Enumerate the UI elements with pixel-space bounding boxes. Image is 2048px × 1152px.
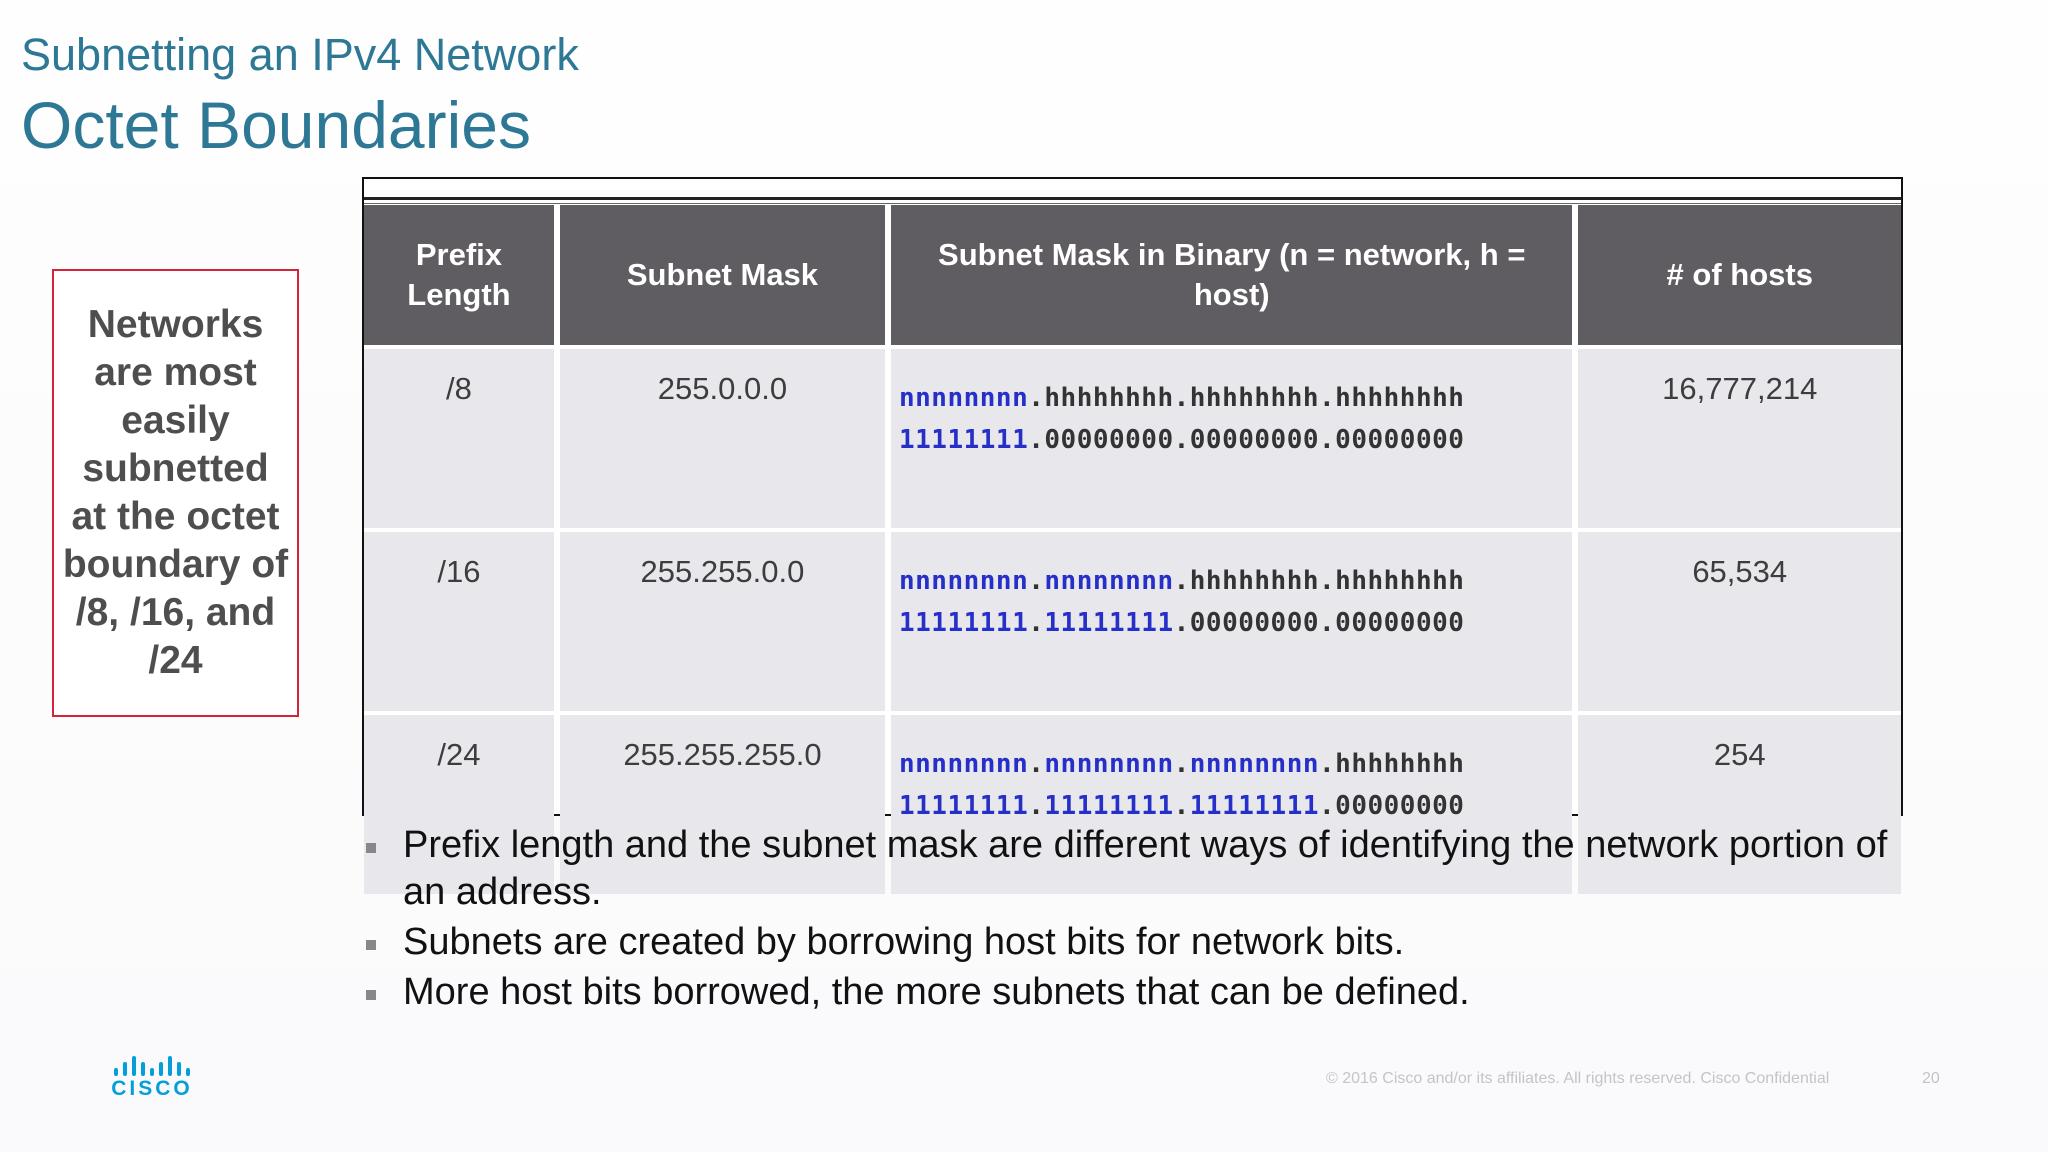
bullet-text: More host bits borrowed, the more subnets that can be defined.: [403, 971, 1470, 1013]
octet: hhhhhhhh: [1335, 749, 1465, 779]
bullet-list: [366, 822, 1926, 1019]
table-row: [364, 349, 1901, 528]
bullet-text: Subnets are created by borrowing host bits for network bits.: [403, 921, 1405, 963]
slide-title: Octet Boundaries: [21, 88, 531, 162]
octet: nnnnnnnn: [1189, 749, 1320, 779]
subnet-table: [358, 201, 1907, 898]
cell-binary: [891, 532, 1572, 711]
cisco-logo: [110, 1056, 194, 1098]
binary-notation-line: nnnnnnnn.nnnnnnnn.hhhhhhhh.hhhhhhhh: [899, 566, 1465, 596]
octet: 00000000: [1335, 425, 1465, 455]
cell-mask: 255.255.255.0: [560, 715, 885, 894]
cell-prefix: /24: [364, 715, 554, 894]
bullet-text: Prefix length and the subnet mask are different ways of identifying the network portion of an address.: [403, 824, 1888, 913]
footer-copyright: © 2016 Cisco and/or its affiliates. All rights reserved. Cisco Confidential: [1326, 1070, 1830, 1087]
octet: nnnnnnnn: [899, 383, 1029, 413]
octet: nnnnnnnn: [899, 749, 1029, 779]
list-item: [366, 822, 1926, 916]
cisco-bars-icon: [110, 1056, 194, 1076]
cell-prefix: /16: [364, 532, 554, 711]
header-hosts: # of hosts: [1578, 205, 1901, 345]
octet: nnnnnnnn: [1044, 749, 1174, 779]
octet: hhhhhhhh: [1044, 383, 1174, 413]
octet: 11111111: [899, 791, 1029, 821]
octet: hhhhhhhh: [1189, 383, 1320, 413]
table-header-row: [364, 205, 1901, 345]
octet: 11111111: [1044, 608, 1174, 638]
cisco-logo-text: CISCO: [111, 1077, 193, 1100]
binary-bits-line: 11111111.00000000.00000000.00000000: [899, 425, 1465, 455]
octet: 00000000: [1335, 791, 1465, 821]
page-number: 20: [1922, 1070, 1940, 1087]
bullet-square-icon: [366, 843, 376, 853]
octet: hhhhhhhh: [1335, 383, 1465, 413]
cell-hosts: 16,777,214: [1578, 349, 1901, 528]
binary-bits-line: 11111111.11111111.00000000.00000000: [899, 608, 1465, 638]
cell-hosts: 65,534: [1578, 532, 1901, 711]
list-item: [366, 919, 1926, 966]
octet: 00000000: [1189, 608, 1320, 638]
bullet-square-icon: [366, 990, 376, 1000]
octet: 11111111: [899, 425, 1029, 455]
binary-bits-line: 11111111.11111111.11111111.00000000: [899, 791, 1465, 821]
octet: 00000000: [1335, 608, 1465, 638]
callout-box: [52, 269, 299, 717]
octet: 11111111: [899, 608, 1029, 638]
table-row: [364, 532, 1901, 711]
octet: 11111111: [1189, 791, 1320, 821]
binary-notation-line: nnnnnnnn.hhhhhhhh.hhhhhhhh.hhhhhhhh: [899, 383, 1465, 413]
bullet-square-icon: [366, 940, 376, 950]
octet: 00000000: [1189, 425, 1320, 455]
octet: 11111111: [1044, 791, 1174, 821]
header-prefix-length: Prefix Length: [364, 205, 554, 345]
octet: nnnnnnnn: [1044, 566, 1174, 596]
subnet-table-container: [362, 177, 1903, 821]
octet: 00000000: [1044, 425, 1174, 455]
cell-mask: 255.0.0.0: [560, 349, 885, 528]
cell-binary: [891, 349, 1572, 528]
octet: nnnnnnnn: [899, 566, 1029, 596]
octet: hhhhhhhh: [1335, 566, 1465, 596]
binary-notation-line: nnnnnnnn.nnnnnnnn.nnnnnnnn.hhhhhhhh: [899, 749, 1465, 779]
cell-mask: 255.255.0.0: [560, 532, 885, 711]
table-top-rule: [364, 197, 1901, 200]
cell-prefix: /8: [364, 349, 554, 528]
callout-text: Networks are most easily subnetted at the octet boundary of /8, /16, and /24: [62, 303, 289, 682]
header-subnet-mask: Subnet Mask: [560, 205, 885, 345]
list-item: [366, 969, 1926, 1016]
octet: hhhhhhhh: [1189, 566, 1320, 596]
header-binary: Subnet Mask in Binary (n = network, h = host): [891, 205, 1572, 345]
slide-subtitle: Subnetting an IPv4 Network: [21, 29, 579, 80]
cell-hosts: 254: [1578, 715, 1901, 894]
